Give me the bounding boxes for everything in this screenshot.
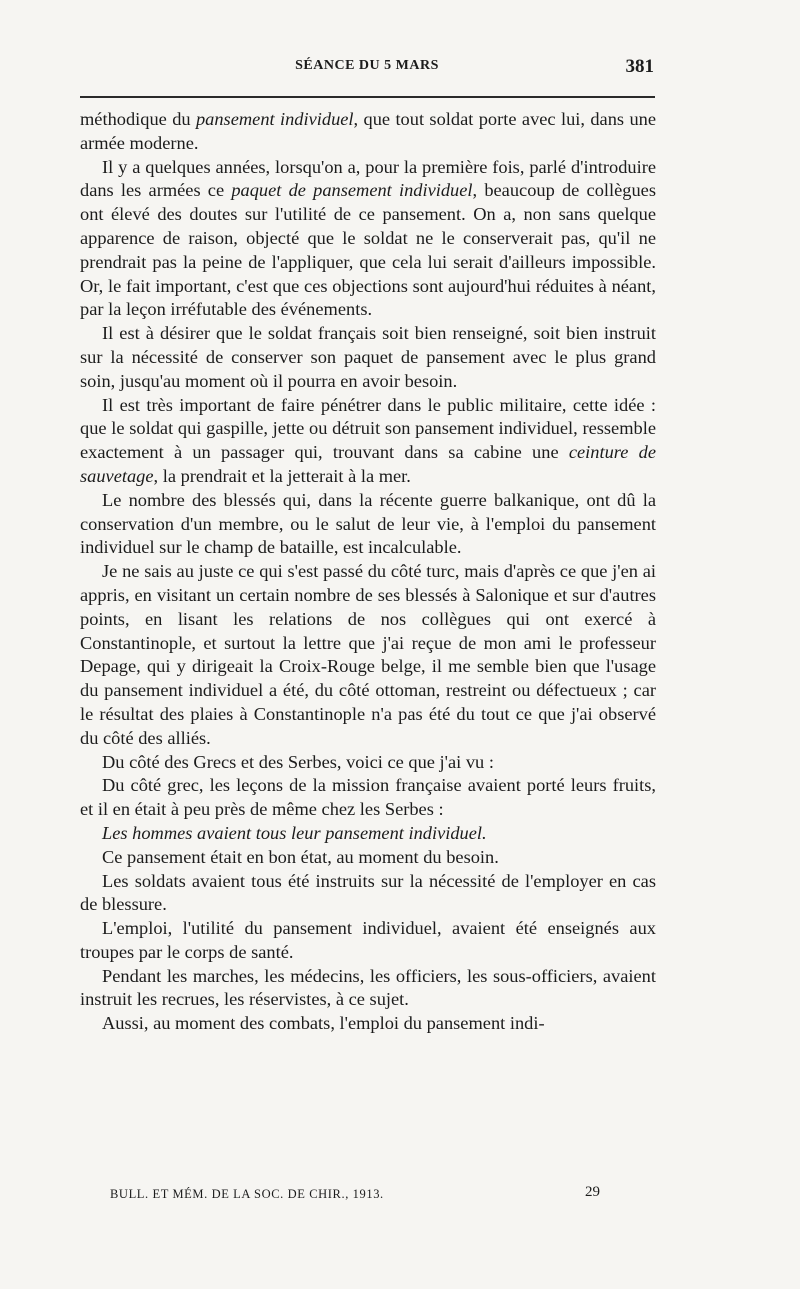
text-run: Il est très important de faire pénétrer dans le public militaire, cette idée : que le soldat qui gaspille, jette ou détruit son pansement individuel, ressemble exactement à un passager qui, trouvant dans sa cabine une [80,394,656,463]
signature-mark: 29 [585,1184,600,1200]
text-run: Les soldats avaient tous été instruits sur la nécessité de l'employer en cas de blessure. [80,870,656,915]
paragraph [80,751,656,775]
header-rule [80,96,655,98]
text-run: , la prendrait et la jetterait à la mer. [153,465,411,486]
paragraph [80,917,656,965]
paragraph [80,1012,656,1036]
paragraph [80,822,656,846]
body-text [80,108,656,1036]
text-run: Pendant les marches, les médecins, les officiers, les sous-officiers, avaient instruit les recrues, les réservistes, à ce sujet. [80,965,656,1010]
page-footer [110,1184,600,1208]
paragraph [80,394,656,489]
text-run: Du côté des Grecs et des Serbes, voici ce que j'ai vu : [102,751,494,772]
paragraph [80,322,656,393]
text-run: Ce pansement était en bon état, au moment du besoin. [102,846,499,867]
paragraph [80,489,656,560]
paragraph [80,846,656,870]
page-number: 381 [625,56,654,77]
paragraph [80,870,656,918]
text-run: Il y a quelques années, lorsqu'on a, pour la première fois, parlé d'introduire dans les armées ce [80,156,656,201]
paragraph [80,965,656,1013]
text-run: , que tout soldat porte avec lui, dans une armée moderne. [80,109,656,153]
paragraph [80,156,656,323]
running-title: SÉANCE DU 5 MARS [295,58,439,73]
text-run: Du côté grec, les leçons de la mission française avaient porté leurs fruits, et il en était à peu près de même chez les Serbes : [80,775,656,820]
italic-text: ceinture de sauvetage [80,442,657,486]
text-run: L'emploi, l'utilité du pansement individuel, avaient été enseignés aux troupes par le corps de santé. [80,918,656,962]
text-run: Le nombre des blessés qui, dans la récente guerre balkanique, ont dû la conservation d'un membre, ou le salut de leur vie, à l'emploi du pansement individuel sur le champ de bataille, est incalculable. [80,489,656,558]
paragraph [80,774,656,822]
running-head [80,56,654,80]
text-run: méthodique du [80,109,196,129]
text-run: Aussi, au moment des combats, l'emploi du pansement indi- [102,1013,545,1034]
paragraph [80,560,656,750]
text-run: Il est à désirer que le soldat français soit bien renseigné, soit bien instruit sur la nécessité de conserver son paquet de pansement avec le plus grand soin, jusqu'au moment où il pourra en avoir besoin. [80,323,656,391]
italic-text: Les hommes avaient tous leur pansement individuel. [102,822,487,843]
paragraph [80,108,656,156]
italic-text: pansement individuel [195,109,354,129]
footer-reference: BULL. ET MÉM. DE LA SOC. DE CHIR., 1913. [110,1187,384,1201]
text-run: Je ne sais au juste ce qui s'est passé du côté turc, mais d'après ce que j'en ai appris, en visitant un certain nombre de ses blessés à Salonique et sur d'autres points, en lisant les relations de nos collègues qui ont exercé à Constantinople, et surtout la lettre que j'ai reçue de mon ami le professeur Depage, qui y dirigeait la Croix-Rouge belge, il me semble bien que l'usage du pansement individuel a été, du côté ottoman, restreint ou défectueux ; car le résultat des plaies à Constantinople n'a pas été du tout ce que j'ai observé du côté des alliés. [80,561,656,748]
italic-text: paquet de pansement individuel [231,180,473,201]
text-run: , beaucoup de collègues ont élevé des doutes sur l'utilité de ce pansement. On a, non sans quelque apparence de raison, objecté que le soldat ne le conserverait pas, qu'il ne prendrait pas la peine de l'appliquer, que cela lui serait d'ailleurs impossible. Or, le fait important, c'est que ces objections sont aujourd'hui réduites à néant, par la leçon irréfutable des événements. [80,180,656,320]
